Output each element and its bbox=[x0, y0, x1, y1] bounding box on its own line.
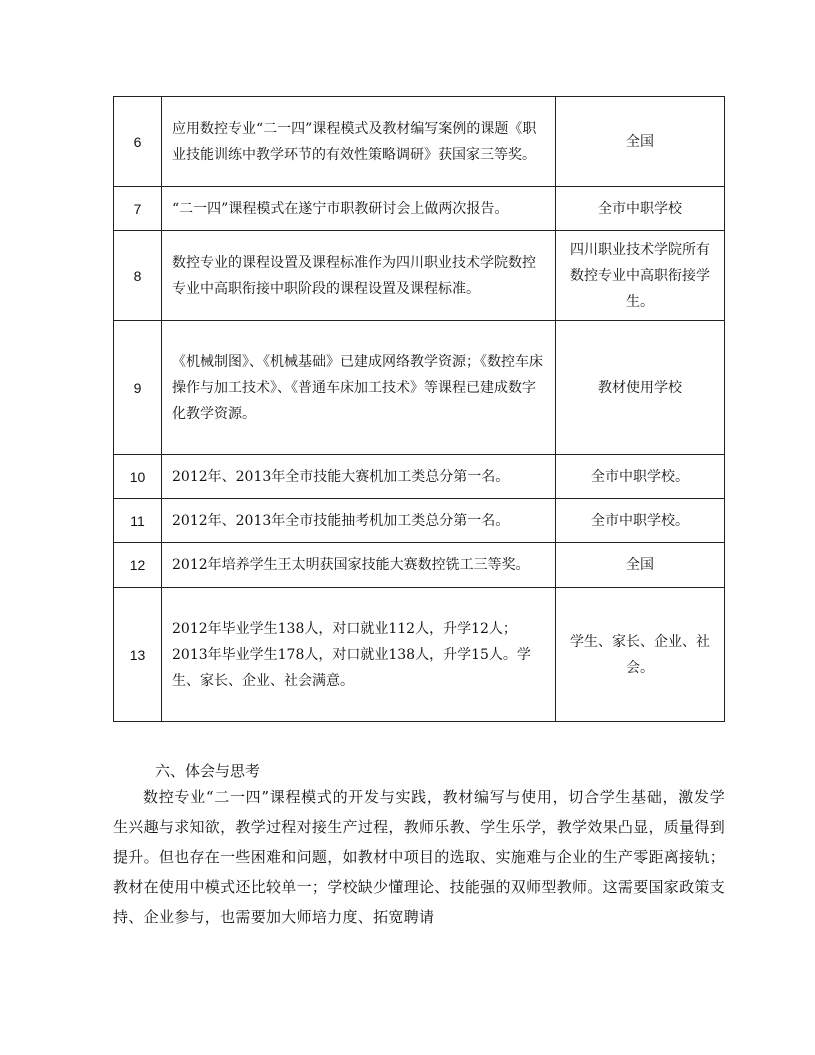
row-scope: 全国 bbox=[556, 97, 725, 187]
row-number: 9 bbox=[114, 321, 162, 455]
section-heading: 六、体会与思考 bbox=[155, 762, 261, 780]
table-row bbox=[114, 231, 725, 321]
row-content: 2012年、2013年全市技能大赛机加工类总分第一名。 bbox=[162, 455, 556, 499]
row-content: 2012年、2013年全市技能抽考机加工类总分第一名。 bbox=[162, 499, 556, 543]
row-content: 应用数控专业“二一四”课程模式及教材编写案例的课题《职业技能训练中教学环节的有效性策略调研》获国家三等奖。 bbox=[162, 97, 556, 187]
row-scope: 全市中职学校 bbox=[556, 187, 725, 231]
table-row bbox=[114, 499, 725, 543]
row-content: 2012年毕业学生138人，对口就业112人，升学12人；2013年毕业学生178人，对口就业138人，升学15人。学生、家长、企业、社会满意。 bbox=[162, 588, 556, 722]
table-row bbox=[114, 455, 725, 499]
row-scope: 四川职业技术学院所有数控专业中高职衔接学生。 bbox=[556, 231, 725, 321]
row-number: 7 bbox=[114, 187, 162, 231]
row-number: 12 bbox=[114, 543, 162, 588]
row-scope: 教材使用学校 bbox=[556, 321, 725, 455]
results-table bbox=[113, 96, 725, 722]
row-scope: 全国 bbox=[556, 543, 725, 588]
row-scope: 学生、家长、企业、社会。 bbox=[556, 588, 725, 722]
row-number: 11 bbox=[114, 499, 162, 543]
row-scope: 全市中职学校。 bbox=[556, 455, 725, 499]
results-table-body bbox=[114, 97, 725, 722]
row-content: 2012年培养学生王太明获国家技能大赛数控铣工三等奖。 bbox=[162, 543, 556, 588]
row-content: “二一四”课程模式在遂宁市职教研讨会上做两次报告。 bbox=[162, 187, 556, 231]
row-number: 13 bbox=[114, 588, 162, 722]
body-paragraph: 数控专业“二一四”课程模式的开发与实践，教材编写与使用，切合学生基础，激发学生兴趣与求知欲，教学过程对接生产过程，教师乐教、学生乐学，教学效果凸显，质量得到提升。但也存在一些困难和问题，如教材中项目的选取、实施难与企业的生产零距离接轨；教材在使用中模式还比较单一；学校缺少懂理论、技能强的双师型教师。这需要国家政策支持、企业参与，也需要加大师培力度、拓宽聘请 bbox=[113, 788, 726, 926]
row-content: 《机械制图》、《机械基础》已建成网络教学资源；《数控车床操作与加工技术》、《普通车床加工技术》等课程已建成数字化教学资源。 bbox=[162, 321, 556, 455]
table-row bbox=[114, 543, 725, 588]
row-number: 8 bbox=[114, 231, 162, 321]
row-number: 6 bbox=[114, 97, 162, 187]
row-scope: 全市中职学校。 bbox=[556, 499, 725, 543]
table-row bbox=[114, 97, 725, 187]
row-number: 10 bbox=[114, 455, 162, 499]
table-row bbox=[114, 321, 725, 455]
table-row bbox=[114, 588, 725, 722]
row-content: 数控专业的课程设置及课程标准作为四川职业技术学院数控专业中高职衔接中职阶段的课程设置及课程标准。 bbox=[162, 231, 556, 321]
table-row bbox=[114, 187, 725, 231]
